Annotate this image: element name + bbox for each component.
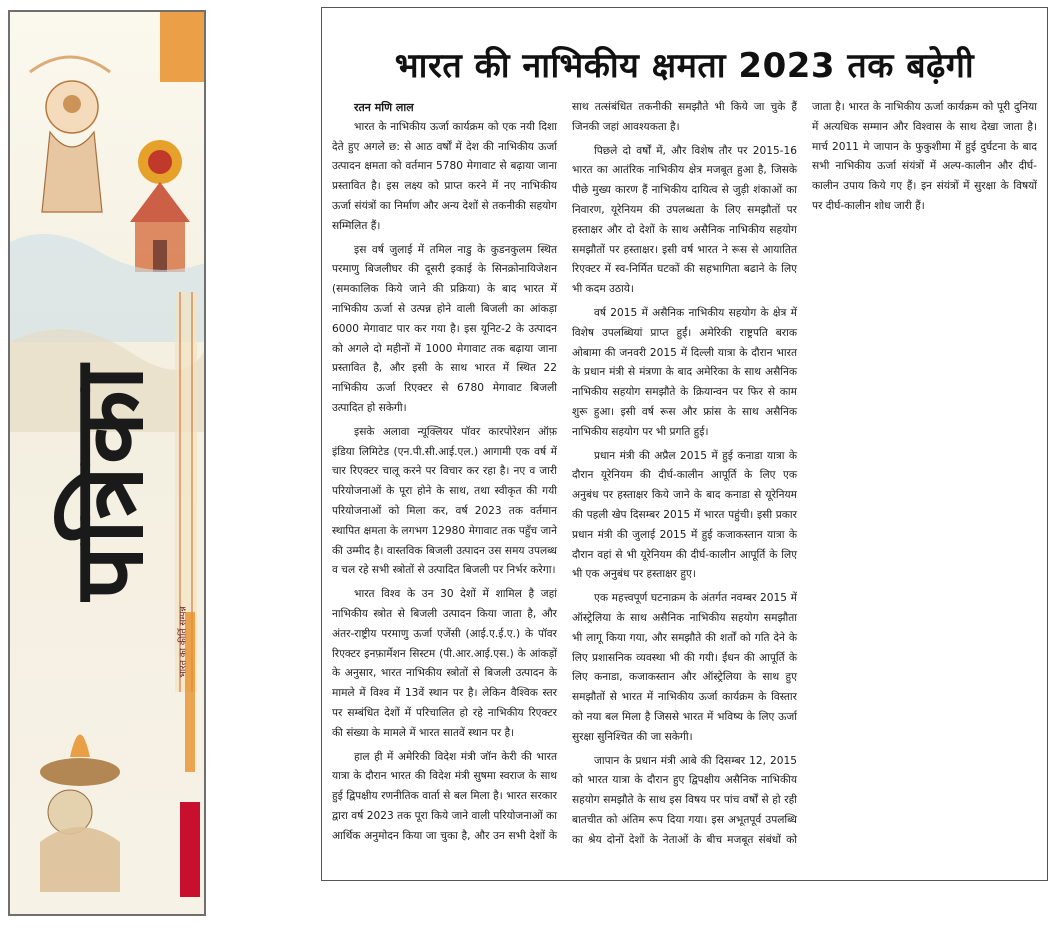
article-paragraph: भारत विश्व के उन 30 देशों में शामिल है जहां नाभिकीय स्त्रोत से बिजली उत्पादन किया जाता है, और अंतर-राष्ट्रीय परमाणु ऊर्जा एजेंसी (आई.ए.ई.ए.) के पॉवर रिएक्टर इनफ़ार्मेशन सिस्टम (पी.आर.आई.एस.) के आंकड़ों के अनुसार, भारत नाभिकीय स्त्रोतों से बिजली उत्पादन के मामले में विश्व में 13वें स्थान पर है। लेकिन वैश्विक स्तर पर सम्बंधित देशों में परिचालित हो रहे नाभिकीय रिएक्टर की संख्या के मामले में भारत सातवें स्थान पर है।: [332, 588, 557, 739]
article-byline: रतन मणि लाल: [354, 101, 414, 114]
article-paragraph: इसके अलावा न्यूक्लियर पॉवर कारपोरेशन ऑफ़ इंडिया लिमिटेड (एन.पी.सी.आई.एल.) आगामी एक वर्ष में चार रिएक्टर चालू करने पर विचार कर रहा है। नए व जारी परियोजनाओं के पूरा होने के साथ, तथा स्वीकृत की गयी परियोजनाओं को मिला कर, वर्ष 2023 तक वर्तमान स्थापित क्षमता के लगभग 12980 मेगावाट तक पहुँच जाने की उम्मीद है। वास्तविक बिजली उत्पादन उस समय उपलब्ध व चल रहे सभी स्त्रोतों से उत्पादित बिजली पर निर्भर करेगा।: [332, 425, 557, 577]
article-paragraph: वर्ष 2015 में असैनिक नाभिकीय सहयोग के क्षेत्र में विशेष उपलब्धियां प्राप्त हुईं। अमेरिकी राष्ट्रपति बराक ओबामा की जनवरी 2015 में दिल्ली यात्रा के दौरान भारत के प्रधान मंत्री से मंत्रणा के बाद अमेरिका के साथ असैनिक नाभिकीय सहयोग समझौते के क्रियान्वन पर फिर से काम शुरू हुआ। इसी वर्ष रूस और फ्रांस के साथ असैनिक नाभिकीय सहयोग पर भी प्रगति हुई।: [572, 306, 797, 438]
masthead-tagline: भारत का कीर्ति सम्पन्न: [178, 606, 189, 678]
article-paragraph: हाल ही में अमेरिकी विदेश मंत्री जॉन केरी की भारत यात्रा के दौरान भारत की विदेश मंत्री सुषमा स्वराज के साथ हुई द्विपक्षीय रणनीतिक वार्ता से बल मिला है। भारत सरकार द्वारा वर्ष 2023 तक पूरा किये जाने वाली परियोजनाओं का आर्थिक अनुमोदन किया जा चुका है, और उन सभी देशों के साथ तत्संबंधित तकनीकी समझौते भी किये जा चुके हैं जिनकी जहां आवश्यकता है।: [332, 101, 797, 842]
article-body: [332, 98, 1037, 868]
article-paragraph: प्रधान मंत्री की अप्रैल 2015 में हुई कनाडा यात्रा के दौरान यूरेनियम की दीर्घ-कालीन आपूर्ति के लिए एक अनुबंध पर हस्ताक्षर किये जाने के बाद कनाडा से यूरेनियम की पहली खेप दिसम्बर 2015 में भारत पहुंची। इसी प्रकार प्रधान मंत्री की जुलाई 2015 में हुई कजाकस्तान यात्रा के दौरान वहां से भी यूरेनियम की दीर्घ-कालीन आपूर्ति के लिए भी एक अनुबंध पर हस्ताक्षर हुए।: [572, 449, 797, 581]
article-paragraph: भारत के नाभिकीय ऊर्जा कार्यक्रम को एक नयी दिशा देते हुए अगले छ: से आठ वर्षों में देश की नाभिकीय ऊर्जा उत्पादन क्षमता को वर्तमान 5780 मेगावाट से बढ़ाया जाना प्रस्तावित है। इस लक्ष्य को प्राप्त करने में नए नाभिकीय ऊर्जा संयंत्रों का निर्माण और अन्य देशों से तकनीकी सहयोग सम्मिलित हैं।: [332, 120, 557, 232]
masthead-price: [193, 853, 195, 861]
article-clipping: [321, 7, 1048, 881]
article-paragraph: जापान के प्रधान मंत्री आबे की दिसम्बर 12, 2015 को भारत यात्रा के दौरान हुए द्विपक्षीय असैनिक नाभिकीय सहयोग समझौते के साथ इस विषय पर पांच वर्षों से हो रही बातचीत को अंतिम रूप दिया गया। इस अभूतपूर्व उपलब्धि का श्रेय दोनों देशों के नेताओं के बीच मजबूत संबंधों को जाता है। भारत के नाभिकीय ऊर्जा कार्यक्रम को पूरी दुनिया में अत्यधिक सम्मान और विश्वास के साथ देखा जाता है। मार्च 2011 मे जापान के फुकुशीमा में हुई दुर्घटना के बाद सभी नाभिकीय ऊर्जा संयंत्रों में अल्प-कालीन और दीर्घ-कालीन उपाय किये गए हैं। इन संयंत्रों में सुरक्षा के विषयों पर दीर्घ-कालीन शोध जारी हैं।: [572, 101, 1037, 846]
article-headline: भारत की नाभिकीय क्षमता 2023 तक बढ़ेगी: [394, 46, 975, 86]
lamp-illustration: [40, 735, 120, 893]
article-paragraph: पिछले दो वर्षों में, और विशेष तौर पर 2015-16 भारत का आतंरिक नाभिकीय क्षेत्र मजबूत हुआ है, जिसके पीछे मुख्य कारण हैं नाभिकीय दायित्व से जुड़ी शंकाओं का निवारण, यूरेनियम की उपलब्धता के लिए समझौतों पर हस्ताक्षर और दो देशों के साथ असैनिक नाभिकीय सहयोग समझौतों पर हस्ताक्षर। इसी वर्ष भारत ने रूस से आयातित रिएक्टर में स्व-निर्मित घटकों की सहभागिता बढाने के लिए भी कदम उठाये।: [572, 144, 797, 296]
article-paragraph: इस वर्ष जुलाई में तमिल नाडु के कुडनकुलम स्थित परमाणु बिजलीघर की दूसरी इकाई के सिनक्रोनायिजेशन (समकालिक किये जाने की प्रक्रिया) के बाद भारत में नाभिकीय ऊर्जा से उत्पन्न होने वाली बिजली का आंकड़ा 6000 मेगावाट पार कर गया है। इस यूनिट-2 के उत्पादन को अगले दो महीनों में 1000 मेगावाट तक बढ़ाया जाना प्रस्तावित है, और इसी के साथ भारत में स्थित 22 नाभिकीय ऊर्जा रिएक्टर से 6780 मेगावाट बिजली उत्पादित हो सकेगी।: [332, 243, 557, 414]
article-paragraph: एक महत्त्वपूर्ण घटनाक्रम के अंतर्गत नवम्बर 2015 में ऑस्ट्रेलिया के साथ असैनिक नाभिकीय सहयोग समझौता भी लागू किया गया, और समझौते की शर्तों को गति देने के लिए प्रशासनिक व्यवस्था भी की गयी। ईंधन की आपूर्ति के लिए कनाडा, कजाकस्तान और ऑस्ट्रेलिया के साथ हुए समझौतों से भारत में नाभिकीय ऊर्जा कार्यक्रम के विस्तार को नया बल मिला है जिससे भारत में भविष्य के लिए ऊर्जा सुरक्षा सुनिश्चित की जा सकेगी।: [572, 592, 797, 743]
temple-illustration: [130, 182, 190, 272]
masthead-title: पत्रिका: [52, 363, 165, 601]
sun-illustration: [138, 140, 182, 184]
deity-illustration: [30, 57, 110, 212]
newspaper-masthead: [8, 10, 206, 916]
